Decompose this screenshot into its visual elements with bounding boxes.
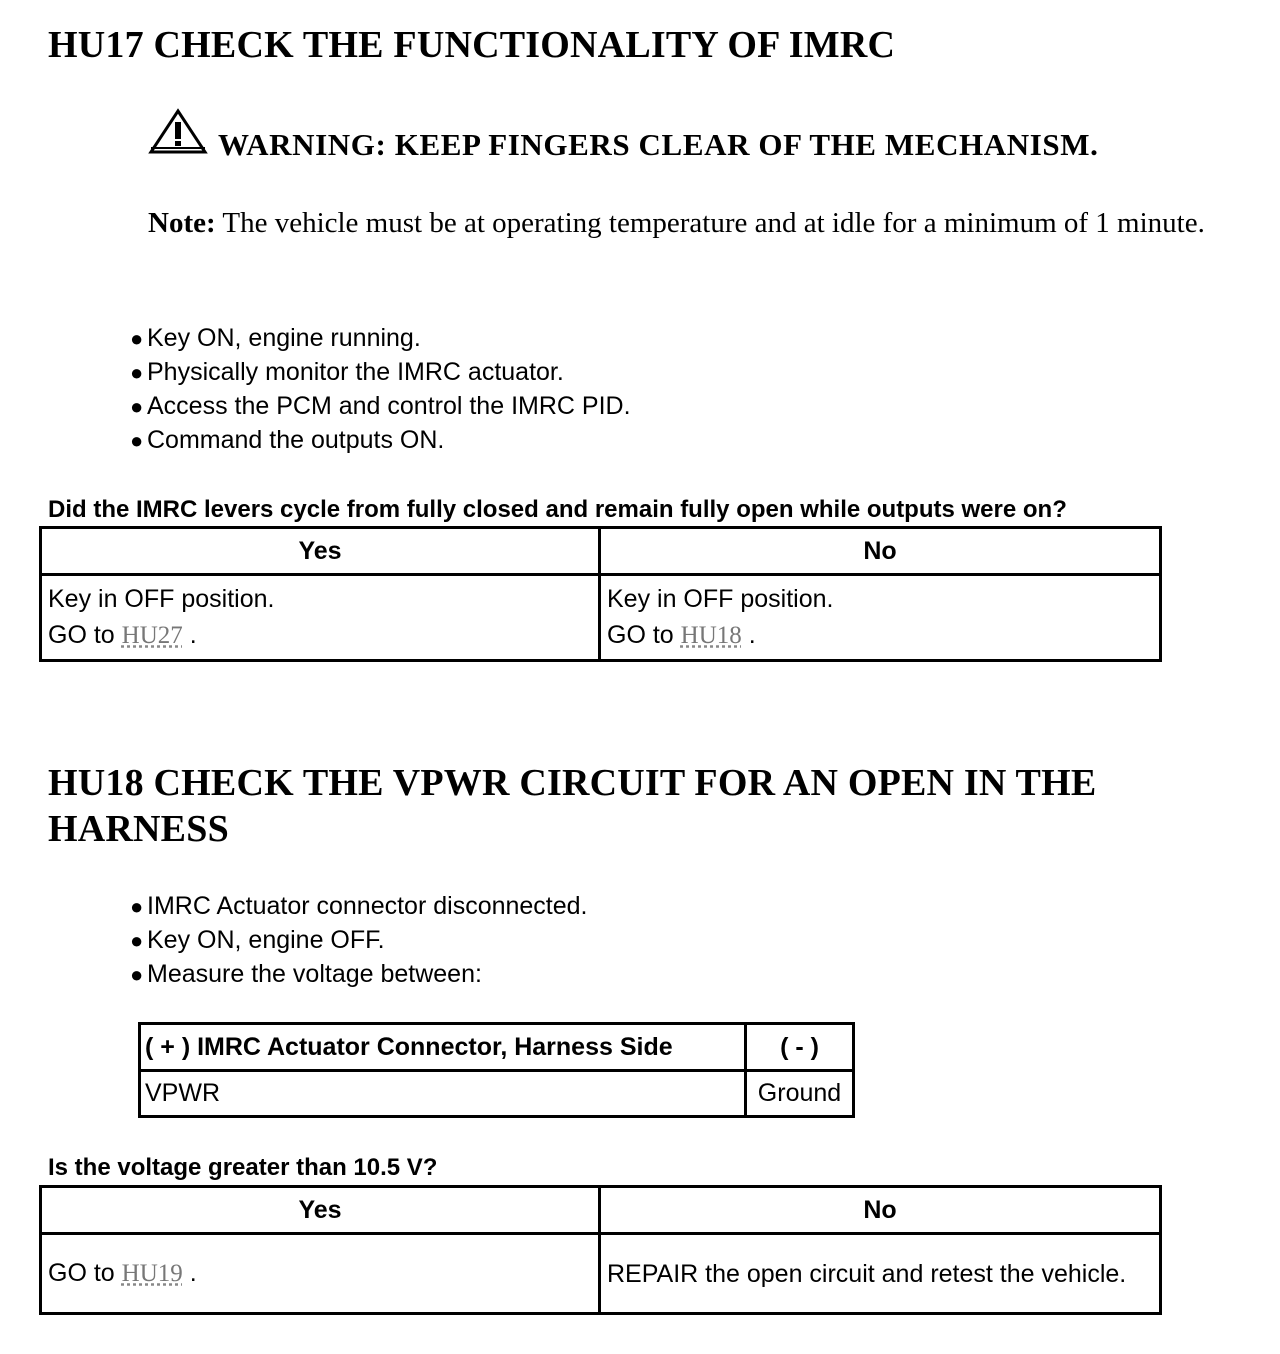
meas-pos: VPWR <box>140 1071 746 1117</box>
list-item: ● Command the outputs ON. <box>130 423 631 457</box>
bullet-icon: ● <box>130 326 144 351</box>
hu18-steps <box>130 889 588 991</box>
meas-header-pos: ( + ) IMRC Actuator Connector, Harness Side <box>140 1024 746 1071</box>
hu17-title: HU17 CHECK THE FUNCTIONALITY OF IMRC <box>48 24 896 66</box>
note-label: Note: <box>148 207 216 239</box>
hu17-steps <box>130 321 631 457</box>
yes-cell: GO to HU19 . <box>41 1234 600 1314</box>
yes-header: Yes <box>41 1187 600 1234</box>
hu18-result-table <box>39 1185 1162 1315</box>
link-hu19[interactable]: HU19 <box>121 1260 183 1287</box>
bullet-icon: ● <box>130 394 144 419</box>
list-item: ● Key ON, engine OFF. <box>130 923 588 957</box>
yes-header: Yes <box>41 528 600 575</box>
warning-triangle-icon <box>148 108 208 161</box>
no-header: No <box>600 1187 1161 1234</box>
list-item: ● Measure the voltage between: <box>130 957 588 991</box>
bullet-icon: ● <box>130 928 144 953</box>
hu18-question: Is the voltage greater than 10.5 V? <box>48 1154 438 1181</box>
meas-neg: Ground <box>746 1071 854 1117</box>
hu18-title: HU18 CHECK THE VPWR CIRCUIT FOR AN OPEN IN THE HARNESS <box>48 762 1097 850</box>
bullet-icon: ● <box>130 962 144 987</box>
yes-cell: Key in OFF position. GO to HU27 . <box>41 575 600 661</box>
note-text: The vehicle must be at operating temperature and at idle for a minimum of 1 minute. <box>215 207 1205 239</box>
list-item: ● IMRC Actuator connector disconnected. <box>130 889 588 923</box>
bullet-icon: ● <box>130 360 144 385</box>
hu17-question: Did the IMRC levers cycle from fully closed and remain fully open while outputs were on? <box>48 496 1067 523</box>
link-hu18[interactable]: HU18 <box>680 622 742 649</box>
bullet-icon: ● <box>130 428 144 453</box>
no-header: No <box>600 528 1161 575</box>
link-hu27[interactable]: HU27 <box>121 622 183 649</box>
hu17-result-table <box>39 526 1162 662</box>
no-cell: Key in OFF position. GO to HU18 . <box>600 575 1161 661</box>
list-item: ● Access the PCM and control the IMRC PID. <box>130 389 631 423</box>
bullet-icon: ● <box>130 894 144 919</box>
list-item: ● Physically monitor the IMRC actuator. <box>130 355 631 389</box>
note <box>148 204 1248 243</box>
measurement-table <box>138 1022 855 1118</box>
no-cell: REPAIR the open circuit and retest the vehicle. <box>600 1234 1161 1314</box>
meas-header-neg: ( - ) <box>746 1024 854 1071</box>
warning-text: WARNING: KEEP FINGERS CLEAR OF THE MECHANISM. <box>218 127 1099 162</box>
list-item: ● Key ON, engine running. <box>130 321 631 355</box>
